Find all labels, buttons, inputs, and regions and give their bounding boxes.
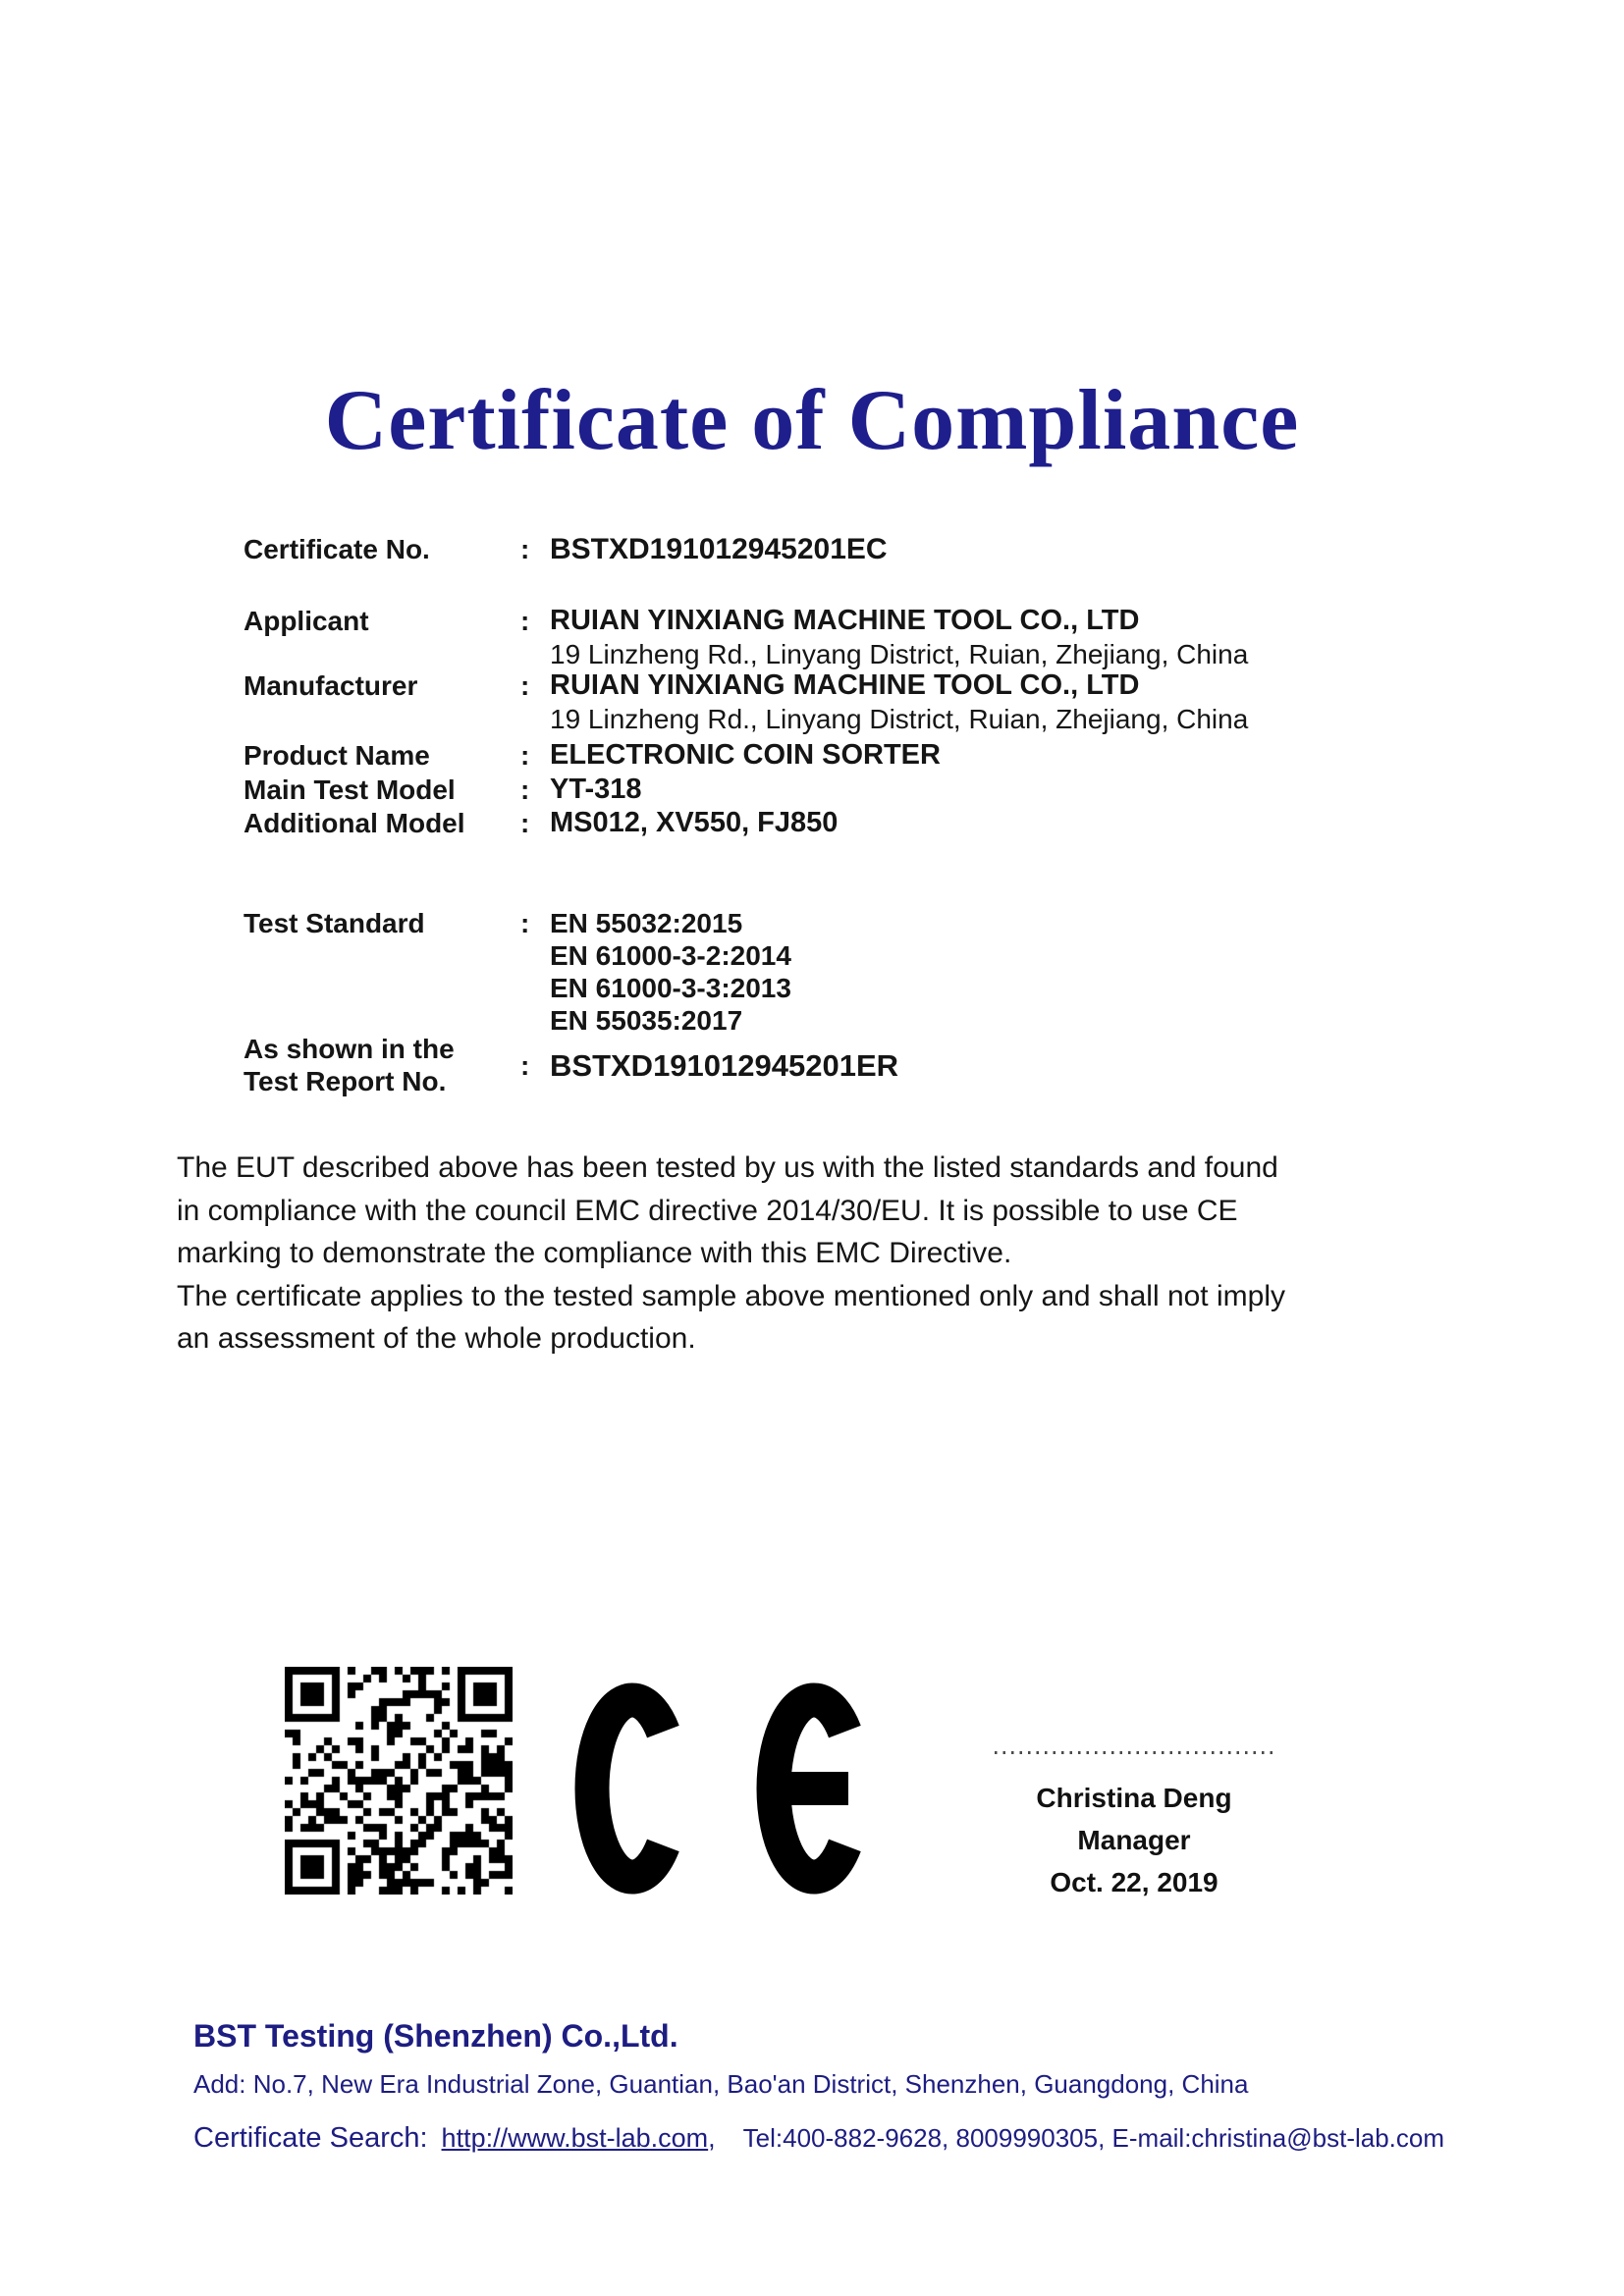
row-test-standard	[244, 907, 791, 1037]
test-standard-label: Test Standard	[244, 908, 425, 938]
row-additional-model	[244, 807, 838, 839]
qr-code	[285, 1667, 513, 1895]
additional-model-label: Additional Model	[244, 808, 465, 838]
footer-contact: Tel:400-882-9628, 8009990305, E-mail:christina@bst-lab.com	[742, 2123, 1445, 2153]
issue-date: Oct. 22, 2019	[1050, 1867, 1218, 1897]
row-manufacturer	[244, 669, 1248, 737]
certificate-search-label: Certificate Search:	[193, 2122, 428, 2154]
colon: :	[520, 534, 530, 564]
certificate-search-link[interactable]: http://www.bst-lab.com	[441, 2123, 709, 2153]
colon: :	[520, 808, 530, 838]
row-product-name	[244, 739, 941, 772]
applicant-value: RUIAN YINXIANG MACHINE TOOL CO., LTD	[550, 605, 1140, 636]
ce-mark	[574, 1682, 869, 1896]
ce-letter-c	[592, 1700, 663, 1877]
colon: :	[520, 1049, 530, 1081]
footer	[193, 2018, 1444, 2155]
certificate-no-label: Certificate No.	[244, 534, 430, 564]
manufacturer-value: RUIAN YINXIANG MACHINE TOOL CO., LTD	[550, 669, 1140, 701]
test-standard-line: EN 55035:2017	[550, 1005, 743, 1036]
test-standard-line: EN 61000-3-2:2014	[550, 940, 791, 971]
colon: :	[520, 774, 530, 805]
page-title: Certificate of Compliance	[324, 373, 1300, 468]
test-report-label-line-1: As shown in the	[244, 1034, 455, 1064]
product-name-value: ELECTRONIC COIN SORTER	[550, 739, 941, 771]
test-report-label-line-2: Test Report No.	[244, 1066, 447, 1096]
signer-name: Christina Deng	[1036, 1783, 1232, 1813]
signer-title: Manager	[1077, 1825, 1191, 1855]
row-certificate-no	[244, 533, 888, 565]
certificate-search-separator: ,	[708, 2123, 716, 2153]
colon: :	[520, 740, 530, 771]
test-standard-line: EN 55032:2015	[550, 908, 743, 938]
manufacturer-label: Manufacturer	[244, 670, 418, 701]
product-name-label: Product Name	[244, 740, 430, 771]
row-applicant	[244, 605, 1248, 672]
test-standard-line: EN 61000-3-3:2013	[550, 973, 791, 1003]
applicant-label: Applicant	[244, 606, 369, 636]
certificate-no-value: BSTXD191012945201EC	[550, 533, 888, 565]
main-test-model-value: YT-318	[550, 774, 642, 805]
main-test-model-label: Main Test Model	[244, 774, 456, 805]
colon: :	[520, 606, 530, 636]
row-test-report	[244, 1031, 898, 1099]
compliance-statement: The EUT described above has been tested by us with the listed standards and found in compliance with the council EMC directive 2014/30/EU. It is possible to use CE marking to demonstrate the compliance with this EMC Directive. The certificate applies to the tested sample above mentioned only and shall not imply an assessment of the whole production.	[177, 1151, 1285, 1356]
footer-company-name: BST Testing (Shenzhen) Co.,Ltd.	[193, 2018, 678, 2054]
signature-dotted-line	[995, 1751, 1273, 1754]
colon: :	[520, 670, 530, 701]
manufacturer-address: 19 Linzheng Rd., Linyang District, Ruian, Zhejiang, China	[550, 704, 1249, 734]
applicant-address: 19 Linzheng Rd., Linyang District, Ruian, Zhejiang, China	[550, 639, 1249, 669]
signature-block	[995, 1751, 1273, 1903]
footer-address: Add: No.7, New Era Industrial Zone, Guantian, Bao'an District, Shenzhen, Guangdong, China	[193, 2069, 1249, 2099]
additional-model-value: MS012, XV550, FJ850	[550, 807, 839, 838]
test-report-value: BSTXD191012945201ER	[550, 1047, 899, 1083]
row-main-test-model	[244, 774, 642, 806]
colon: :	[520, 908, 530, 938]
